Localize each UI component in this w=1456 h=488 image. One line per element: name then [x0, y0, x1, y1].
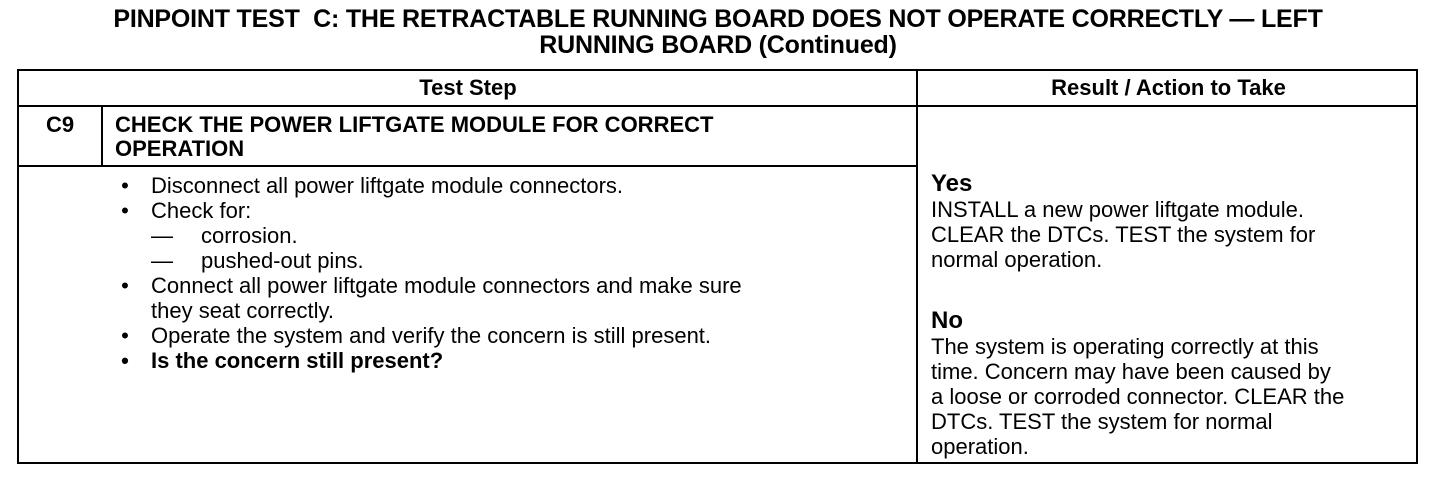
sub-list-item-text: pushed-out pins.	[201, 248, 364, 273]
list-item	[115, 198, 915, 223]
step-instructions	[115, 173, 915, 373]
sub-list-item	[115, 223, 915, 248]
bullet-icon: •	[121, 198, 129, 223]
result-no	[931, 308, 1417, 459]
pinpoint-test-table	[17, 69, 1418, 464]
list-item	[115, 323, 915, 348]
list-item-text: they seat correctly.	[151, 298, 334, 323]
list-item	[115, 173, 915, 198]
result-yes	[931, 171, 1417, 272]
list-item-text: Disconnect all power liftgate module connectors.	[151, 173, 624, 198]
question-text: Is the concern still present?	[151, 348, 444, 373]
page-title	[0, 6, 1436, 58]
page-title-line-2: RUNNING BOARD (Continued)	[539, 31, 897, 59]
page-title-line-1: PINPOINT TEST C: THE RETRACTABLE RUNNING BOARD DOES NOT OPERATE CORRECTLY — LEFT	[113, 5, 1323, 33]
list-item-question	[115, 348, 915, 373]
result-no-line-2: time. Concern may have been caused by	[931, 359, 1331, 384]
header-test-step: Test Step	[419, 75, 517, 100]
list-item-text: Check for:	[151, 198, 252, 223]
result-no-label: No	[931, 307, 963, 334]
dash-icon: —	[151, 223, 173, 248]
result-yes-line-2: CLEAR the DTCs. TEST the system for	[931, 222, 1316, 247]
step-title-line-2: OPERATION	[115, 136, 245, 161]
step-title	[115, 113, 905, 161]
step-id-divider	[101, 105, 103, 166]
bullet-icon: •	[121, 273, 129, 298]
result-yes-line-3: normal operation.	[931, 247, 1103, 272]
sub-list-item	[115, 248, 915, 273]
step-id: C9	[45, 112, 75, 137]
result-no-line-3: a loose or corroded connector. CLEAR the	[931, 384, 1345, 409]
column-divider	[916, 71, 918, 462]
result-no-line-5: operation.	[931, 434, 1029, 459]
list-item	[115, 273, 915, 298]
list-item-text: Operate the system and verify the concern is still present.	[151, 323, 712, 348]
step-title-divider	[19, 165, 917, 167]
result-no-line-1: The system is operating correctly at this	[931, 334, 1319, 359]
sub-list-item-text: corrosion.	[201, 223, 298, 248]
list-item-continuation	[115, 298, 915, 323]
result-yes-line-1: INSTALL a new power liftgate module.	[931, 197, 1304, 222]
dash-icon: —	[151, 248, 173, 273]
result-column	[931, 171, 1417, 485]
list-item-text: Connect all power liftgate module connectors and make sure	[151, 273, 742, 298]
table-header-row	[19, 71, 1416, 107]
step-title-line-1: CHECK THE POWER LIFTGATE MODULE FOR CORRECT	[115, 112, 714, 137]
header-result-action: Result / Action to Take	[1051, 75, 1286, 100]
result-yes-label: Yes	[931, 170, 973, 197]
result-no-line-4: DTCs. TEST the system for normal	[931, 409, 1273, 434]
bullet-icon: •	[121, 323, 129, 348]
bullet-icon: •	[121, 348, 129, 373]
bullet-icon: •	[121, 173, 129, 198]
